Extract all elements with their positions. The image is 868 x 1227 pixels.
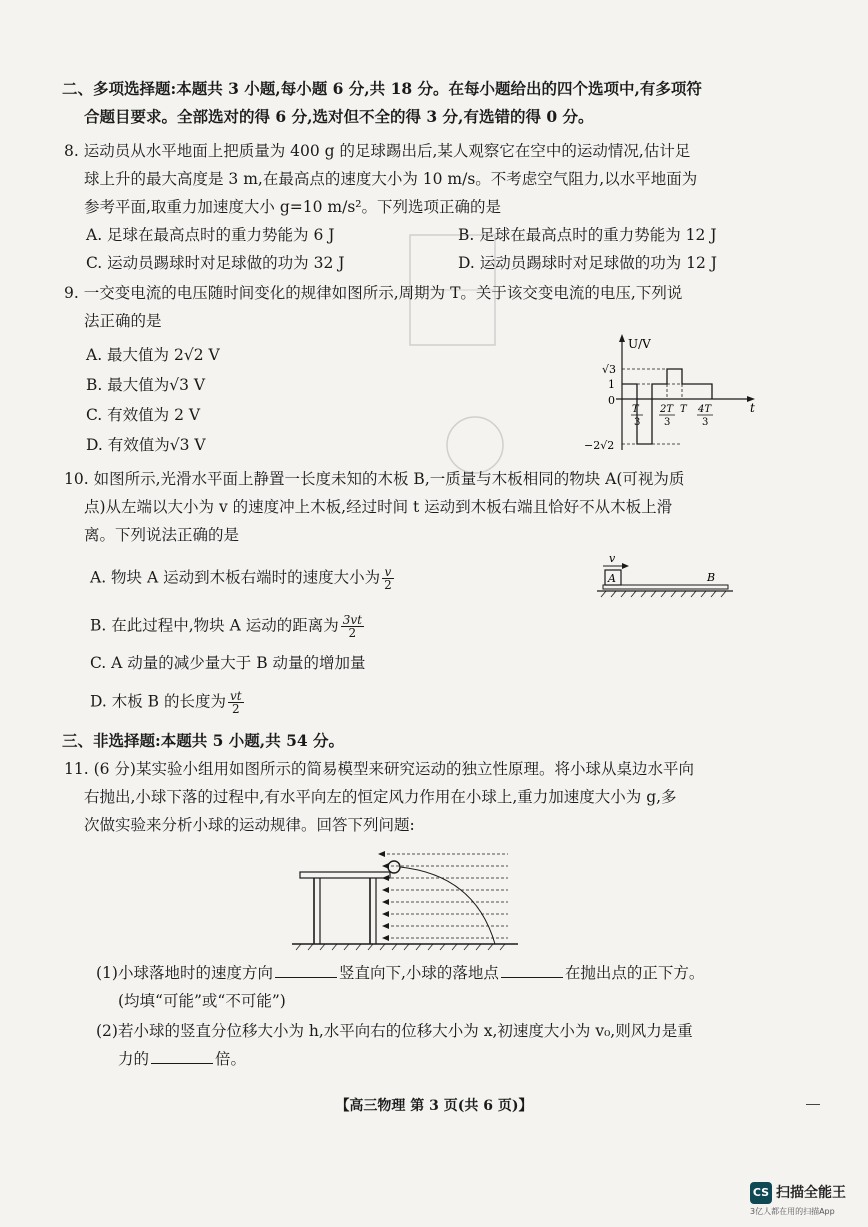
q10-stem-line1: 10. 如图所示,光滑水平面上静置一长度未知的木板 B,一质量与木板相同的物块 A(可视为质: [64, 470, 685, 488]
q10-block-board-figure: [595, 550, 735, 605]
scanner-app-badge: [750, 1180, 860, 1222]
q10-stem-line2: 点)从左端以大小为 v 的速度冲上木板,经过时间 t 运动到木板右端且恰好不从木板上滑: [84, 498, 673, 516]
q10-stem-line3: 离。下列说法正确的是: [84, 526, 240, 544]
q11-stem-line2: 右抛出,小球下落的过程中,有水平向左的恒定风力作用在小球上,重力加速度大小为 g,多: [84, 788, 677, 806]
q9-y-axis-label: U/V: [628, 337, 651, 351]
q11-table-wind-figure: [290, 840, 520, 952]
q9-stem-line2: 法正确的是: [84, 312, 162, 330]
q10-board-b: [603, 585, 728, 589]
q9-x-tick: [680, 404, 688, 415]
q8-stem-line3: 参考平面,取重力加速度大小 g=10 m/s²。下列选项正确的是: [84, 198, 502, 216]
answer-blank[interactable]: [501, 963, 563, 978]
svg-text:T: T: [632, 404, 639, 415]
q9-option-a: A. 最大值为 2√2 V: [86, 346, 220, 364]
scanner-app-tagline: 3亿人都在用的扫描App: [750, 1207, 835, 1216]
q10-velocity-label: v: [609, 552, 616, 565]
q9-y-tick: 0: [608, 394, 615, 407]
q9-x-tick: [659, 404, 675, 428]
answer-blank[interactable]: [275, 963, 337, 978]
fraction: $\frac{3vt}{2}$: [342, 613, 362, 640]
q8-option-b: B. 足球在最高点时的重力势能为 12 J: [458, 226, 717, 244]
q10-block-a-label: A: [608, 572, 616, 585]
q8-option-d: D. 运动员踢球时对足球做的功为 12 J: [458, 254, 718, 272]
q11-table-top: [300, 872, 390, 878]
q9-option-c: C. 有效值为 2 V: [86, 406, 201, 424]
svg-text:3: 3: [702, 417, 709, 428]
q10-option-c: C. A 动量的减少量大于 B 动量的增加量: [90, 654, 366, 672]
scanner-app-name: 扫描全能王: [776, 1185, 846, 1201]
q10-board-b-label: B: [707, 571, 716, 584]
q11-part1: (1)小球落地时的速度方向 竖直向下,小球的落地点 在抛出点的正下方。: [96, 964, 705, 982]
q10-option-b: B. 在此过程中,物块 A 运动的距离为 $\frac{3vt}{2}$: [90, 613, 362, 640]
fraction: $\frac{v}{2}$: [384, 565, 392, 592]
section3-heading: 三、非选择题:本题共 5 小题,共 54 分。: [62, 731, 345, 750]
q9-option-d: D. 有效值为√3 V: [86, 436, 206, 454]
q11-ball: [388, 861, 400, 873]
q11-part2-line1: (2)若小球的竖直分位移大小为 h,水平向右的位移大小为 x,初速度大小为 v₀,则风力是重: [96, 1022, 693, 1040]
svg-text:3: 3: [634, 417, 641, 428]
q9-x-axis-label: t: [750, 401, 755, 415]
q9-y-tick: 1: [608, 378, 615, 391]
q9-y-tick: √3: [602, 363, 617, 376]
q11-trajectory: [400, 867, 495, 944]
footer-mark: [806, 1104, 820, 1105]
svg-text:2T: 2T: [660, 404, 674, 415]
q8-stem-line2: 球上升的最大高度是 3 m,在最高点的速度大小为 10 m/s。不考虑空气阻力,以水平地面为: [84, 170, 698, 188]
fraction: $\frac{vt}{2}$: [229, 689, 242, 716]
q9-voltage-graph: [580, 332, 760, 457]
q11-stem-line3: 次做实验来分析小球的运动规律。回答下列问题:: [84, 816, 415, 834]
scanner-logo-icon: CS: [750, 1182, 772, 1204]
q8-option-a: A. 足球在最高点时的重力势能为 6 J: [86, 226, 335, 244]
q11-part1-note: (均填“可能”或“不可能”): [118, 992, 286, 1010]
q11-part2-line2: 力的 倍。: [118, 1050, 247, 1068]
page-footer: 【高三物理 第 3 页(共 6 页)】: [335, 1098, 533, 1114]
svg-text:T: T: [680, 404, 687, 415]
q11-stem-line1: 11. (6 分)某实验小组用如图所示的简易模型来研究运动的独立性原理。将小球从桌边水平向: [64, 760, 694, 778]
q8-option-c: C. 运动员踢球时对足球做的功为 32 J: [86, 254, 345, 272]
section2-heading-line2: 合题目要求。全部选对的得 6 分,选对但不全的得 3 分,有选错的得 0 分。: [84, 107, 594, 126]
svg-text:3: 3: [664, 417, 671, 428]
q9-stem-line1: 9. 一交变电流的电压随时间变化的规律如图所示,周期为 T。关于该交变电流的电压,下列说: [64, 284, 683, 302]
q9-y-tick: −2√2: [584, 439, 615, 452]
svg-text:4T: 4T: [698, 404, 712, 415]
answer-blank[interactable]: [151, 1049, 213, 1064]
q10-option-a: A. 物块 A 运动到木板右端时的速度大小为 $\frac{v}{2}$: [90, 565, 392, 592]
q9-x-tick: [697, 404, 713, 428]
q10-option-d: D. 木板 B 的长度为 $\frac{vt}{2}$: [90, 689, 242, 716]
q9-option-b: B. 最大值为√3 V: [86, 376, 206, 394]
section2-heading-line1: 二、多项选择题:本题共 3 小题,每小题 6 分,共 18 分。在每小题给出的四个选项中,有多项符: [62, 79, 702, 98]
q8-stem-line1: 8. 运动员从水平地面上把质量为 400 g 的足球踢出后,某人观察它在空中的运动情况,估计足: [64, 142, 691, 160]
